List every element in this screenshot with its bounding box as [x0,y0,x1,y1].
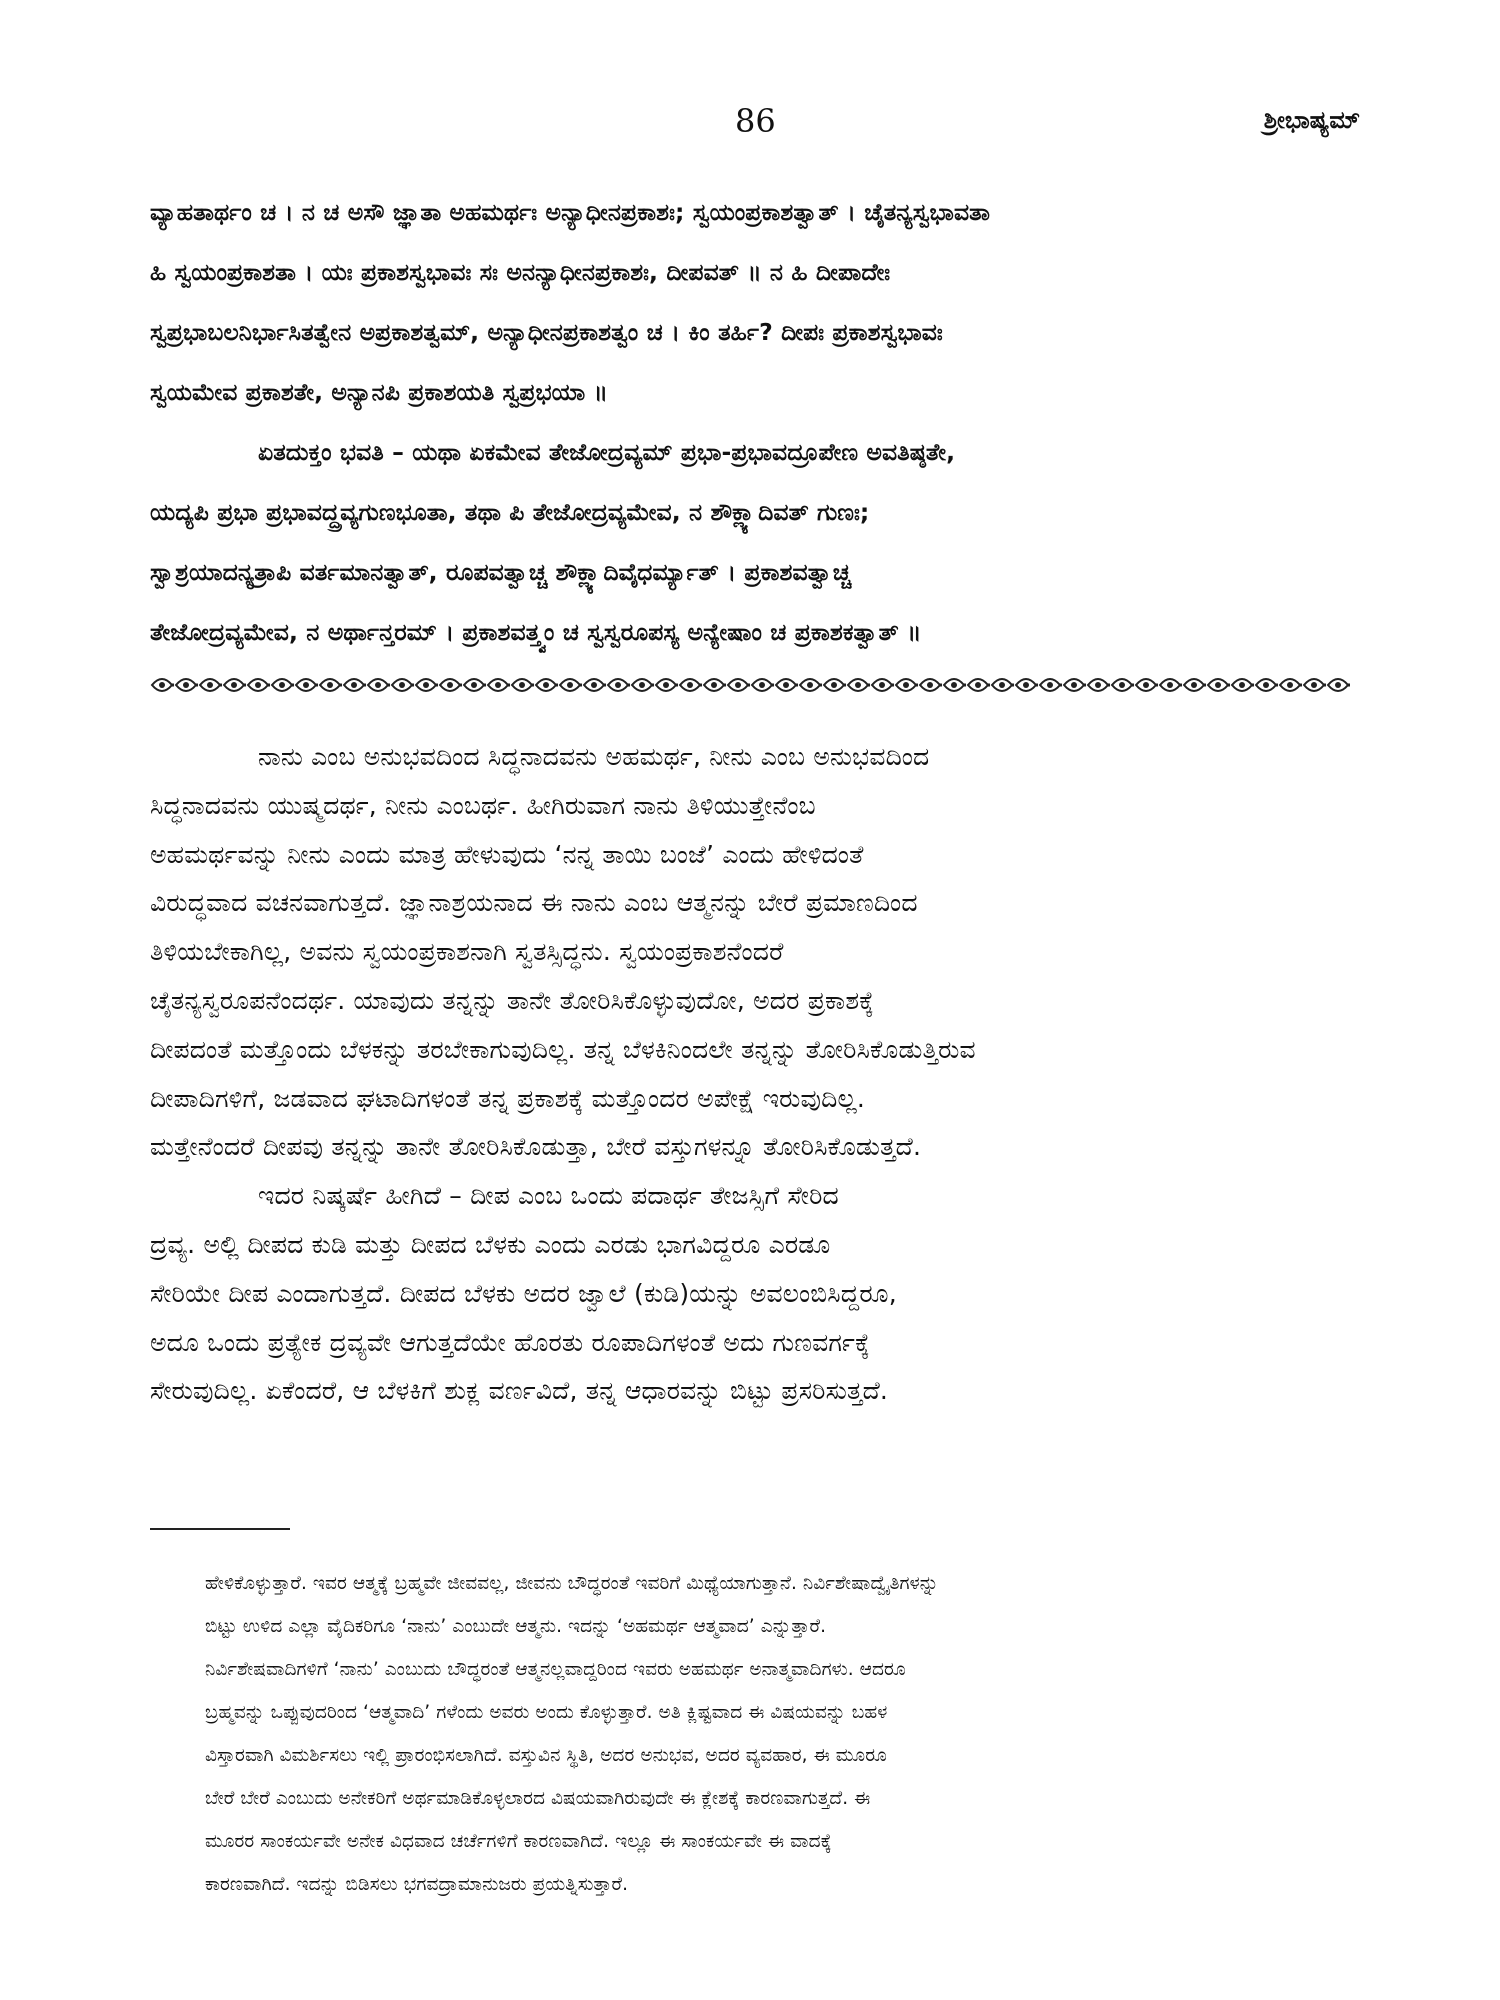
sanskrit-line: ತೇಜೋದ್ರವ್ಯಮೇವ, ನ ಅರ್ಥಾನ್ತರಮ್ । ಪ್ರಕಾಶವತ್ತ್ವಂ ಚ ಸ್ವಸ್ವರೂಪಸ್ಯ ಅನ್ಯೇಷಾಂ ಚ ಪ್ರಕಾಶಕತ್ವಾತ್ ॥ [150,618,922,646]
running-title: ಶ್ರೀಭಾಷ್ಯಮ್ [1263,106,1360,134]
sanskrit-line: ಸ್ವಪ್ರಭಾಬಲನಿರ್ಭಾಸಿತತ್ವೇನ ಅಪ್ರಕಾಶತ್ವಮ್, ಅನ್ಯಾಧೀನಪ್ರಕಾಶತ್ವಂ ಚ । ಕಿಂ ತರ್ಹಿ? ದೀಪಃ ಪ್ರಕಾಶಸ್ವಭಾವಃ [150,318,943,346]
ornamental-divider [150,672,1350,698]
body-line: ವಿರುದ್ಧವಾದ ವಚನವಾಗುತ್ತದೆ. ಜ್ಞಾನಾಶ್ರಯನಾದ ಈ ನಾನು ಎಂಬ ಆತ್ಮನನ್ನು ಬೇರೆ ಪ್ರಮಾಣದಿಂದ [150,888,918,918]
footnote-line: ಮೂರರ ಸಾಂಕರ್ಯವೇ ಅನೇಕ ವಿಧವಾದ ಚರ್ಚೆಗಳಿಗೆ ಕಾರಣವಾಗಿದೆ. ಇಲ್ಲೂ ಈ ಸಾಂಕರ್ಯವೇ ಈ ವಾದಕ್ಕೆ [205,1831,832,1852]
body-line: ಮತ್ತೇನೆಂದರೆ ದೀಪವು ತನ್ನನ್ನು ತಾನೇ ತೋರಿಸಿಕೊಡುತ್ತಾ, ಬೇರೆ ವಸ್ತುಗಳನ್ನೂ ತೋರಿಸಿಕೊಡುತ್ತದೆ. [150,1132,922,1162]
footnote-line: ಹೇಳಿಕೊಳ್ಳುತ್ತಾರೆ. ಇವರ ಆತ್ಮಕ್ಕೆ ಬ್ರಹ್ಮವೇ ಜೀವವಲ್ಲ, ಜೀವನು ಬೌದ್ಧರಂತೆ ಇವರಿಗೆ ಮಿಥ್ಯೆಯಾಗುತ್ತಾನೆ. ನಿರ್ವಿಶೇಷಾದ್ವೈತಿಗಳನ್ನು [205,1573,939,1594]
sanskrit-line: ಸ್ವಯಮೇವ ಪ್ರಕಾಶತೇ, ಅನ್ಯಾನಪಿ ಪ್ರಕಾಶಯತಿ ಸ್ವಪ್ರಭಯಾ ॥ [150,378,608,406]
footnote-line: ಬೇರೆ ಬೇರೆ ಎಂಬುದು ಅನೇಕರಿಗೆ ಅರ್ಥಮಾಡಿಕೊಳ್ಳಲಾರದ ವಿಷಯವಾಗಿರುವುದೇ ಈ ಕ್ಲೇಶಕ್ಕೆ ಕಾರಣವಾಗುತ್ತದೆ. ಈ [205,1788,871,1809]
body-line: ತಿಳಿಯಬೇಕಾಗಿಲ್ಲ, ಅವನು ಸ್ವಯಂಪ್ರಕಾಶನಾಗಿ ಸ್ವತಸ್ಸಿದ್ಧನು. ಸ್ವಯಂಪ್ರಕಾಶನೆಂದರೆ [150,937,784,967]
body-line: ಸೇರುವುದಿಲ್ಲ. ಏಕೆಂದರೆ, ಆ ಬೆಳಕಿಗೆ ಶುಕ್ಲ ವರ್ಣವಿದೆ, ತನ್ನ ಆಧಾರವನ್ನು ಬಿಟ್ಟು ಪ್ರಸರಿಸುತ್ತದೆ. [150,1376,889,1406]
body-line: ಇದರ ನಿಷ್ಕರ್ಷೆ ಹೀಗಿದೆ – ದೀಪ ಎಂಬ ಒಂದು ಪದಾರ್ಥ ತೇಜಸ್ಸಿಗೆ ಸೇರಿದ [258,1181,839,1211]
body-line: ದ್ರವ್ಯ. ಅಲ್ಲಿ ದೀಪದ ಕುಡಿ ಮತ್ತು ದೀಪದ ಬೆಳಕು ಎಂದು ಎರಡು ಭಾಗವಿದ್ದರೂ ಎರಡೂ [150,1229,831,1259]
body-line: ಸಿದ್ಧನಾದವನು ಯುಷ್ಮದರ್ಥ, ನೀನು ಎಂಬರ್ಥ. ಹೀಗಿರುವಾಗ ನಾನು ತಿಳಿಯುತ್ತೇನೆಂಬ [150,790,816,820]
footnote-line: ವಿಸ್ತಾರವಾಗಿ ವಿಮರ್ಶಿಸಲು ಇಲ್ಲಿ ಪ್ರಾರಂಭಿಸಲಾಗಿದೆ. ವಸ್ತುವಿನ ಸ್ಥಿತಿ, ಅದರ ಅನುಭವ, ಅದರ ವ್ಯವಹಾರ, ಈ ಮೂರೂ [205,1745,887,1766]
body-line: ದೀಪದಂತೆ ಮತ್ತೊಂದು ಬೆಳಕನ್ನು ತರಬೇಕಾಗುವುದಿಲ್ಲ. ತನ್ನ ಬೆಳಕಿನಿಂದಲೇ ತನ್ನನ್ನು ತೋರಿಸಿಕೊಡುತ್ತಿರುವ [150,1034,976,1064]
body-line: ಸೇರಿಯೇ ದೀಪ ಎಂದಾಗುತ್ತದೆ. ದೀಪದ ಬೆಳಕು ಅದರ ಜ್ವಾಲೆ (ಕುಡಿ)ಯನ್ನು ಅವಲಂಬಿಸಿದ್ದರೂ, [150,1278,897,1308]
footnote [205,1562,1350,1906]
footnote-rule [150,1528,290,1530]
sanskrit-line: ಏತದುಕ್ತಂ ಭವತಿ – ಯಥಾ ಏಕಮೇವ ತೇಜೋದ್ರವ್ಯಮ್ ಪ್ರಭಾ-ಪ್ರಭಾವದ್ರೂಪೇಣ ಅವತಿಷ್ಠತೇ, [258,438,956,466]
page-number: 86 [735,102,776,140]
footnote-line: ಬ್ರಹ್ಮವನ್ನು ಒಪ್ಪುವುದರಿಂದ ‘ಆತ್ಮವಾದಿ’ ಗಳೆಂದು ಅವರು ಅಂದು ಕೊಳ್ಳುತ್ತಾರೆ. ಅತಿ ಕ್ಲಿಷ್ಟವಾದ ಈ ವಿಷಯವನ್ನು ಬಹಳ [205,1702,888,1723]
body-line: ನಾನು ಎಂಬ ಅನುಭವದಿಂದ ಸಿದ್ಧನಾದವನು ಅಹಮರ್ಥ, ನೀನು ಎಂಬ ಅನುಭವದಿಂದ [258,742,930,771]
sanskrit-line: ಸ್ವಾಶ್ರಯಾದನ್ಯತ್ರಾಪಿ ವರ್ತಮಾನತ್ವಾತ್, ರೂಪವತ್ವಾಚ್ಚ ಶೌಕ್ಲ್ಯಾದಿವೈಧರ್ಮ್ಯಾತ್ । ಪ್ರಕಾಶವತ್ವಾಚ್ಚ [150,558,852,586]
body-line: ಚೈತನ್ಯಸ್ವರೂಪನೆಂದರ್ಥ. ಯಾವುದು ತನ್ನನ್ನು ತಾನೇ ತೋರಿಸಿಕೊಳ್ಳುವುದೋ, ಅದರ ಪ್ರಕಾಶಕ್ಕೆ [150,985,875,1015]
footnote-line: ಬಿಟ್ಟು ಉಳಿದ ಎಲ್ಲಾ ವೈದಿಕರಿಗೂ ‘ನಾನು’ ಎಂಬುದೇ ಆತ್ಮನು. ಇದನ್ನು ‘ಅಹಮರ್ಥ ಆತ್ಮವಾದ’ ಎನ್ನುತ್ತಾರೆ. [205,1616,827,1637]
sanskrit-line: ಯದ್ಯಪಿ ಪ್ರಭಾ ಪ್ರಭಾವದ್ದ್ರವ್ಯಗುಣಭೂತಾ, ತಥಾ ಪಿ ತೇಜೋದ್ರವ್ಯಮೇವ, ನ ಶೌಕ್ಲ್ಯಾದಿವತ್ ಗುಣಃ; [150,498,870,526]
kannada-commentary [150,733,1350,1416]
sanskrit-line: ಹಿ ಸ್ವಯಂಪ್ರಕಾಶತಾ । ಯಃ ಪ್ರಕಾಶಸ್ವಭಾವಃ ಸಃ ಅನನ್ಯಾಧೀನಪ್ರಕಾಶಃ, ದೀಪವತ್ ॥ ನ ಹಿ ದೀಪಾದೇಃ [150,258,891,286]
footnote-line: ಕಾರಣವಾಗಿದೆ. ಇದನ್ನು ಬಿಡಿಸಲು ಭಗವದ್ರಾಮಾನುಜರು ಪ್ರಯತ್ನಿಸುತ್ತಾರೆ. [205,1874,629,1895]
body-line: ಅಹಮರ್ಥವನ್ನು ನೀನು ಎಂದು ಮಾತ್ರ ಹೇಳುವುದು ‘ನನ್ನ ತಾಯಿ ಬಂಜೆ’ ಎಂದು ಹೇಳಿದಂತೆ [150,839,864,869]
sanskrit-passage [150,182,1350,662]
page-header [0,102,1500,150]
footnote-line: ನಿರ್ವಿಶೇಷವಾದಿಗಳಿಗೆ ‘ನಾನು’ ಎಂಬುದು ಬೌದ್ಧರಂತೆ ಆತ್ಮನಲ್ಲವಾದ್ದರಿಂದ ಇವರು ಅಹಮರ್ಥ ಅನಾತ್ಮವಾದಿಗಳು. ಆದರೂ [205,1659,906,1680]
sanskrit-line: ವ್ಯಾಹತಾರ್ಥಂ ಚ । ನ ಚ ಅಸೌ ಜ್ಞಾತಾ ಅಹಮರ್ಥಃ ಅನ್ಯಾಧೀನಪ್ರಕಾಶಃ; ಸ್ವಯಂಪ್ರಕಾಶತ್ವಾತ್ । ಚೈತನ್ಯಸ್ವಭಾವತಾ [150,198,990,226]
body-line: ಅದೂ ಒಂದು ಪ್ರತ್ಯೇಕ ದ್ರವ್ಯವೇ ಆಗುತ್ತದೆಯೇ ಹೊರತು ರೂಪಾದಿಗಳಂತೆ ಅದು ಗುಣವರ್ಗಕ್ಕೆ [150,1327,870,1357]
body-line: ದೀಪಾದಿಗಳಿಗೆ, ಜಡವಾದ ಘಟಾದಿಗಳಂತೆ ತನ್ನ ಪ್ರಕಾಶಕ್ಕೆ ಮತ್ತೊಂದರ ಅಪೇಕ್ಷೆ ಇರುವುದಿಲ್ಲ. [150,1083,865,1113]
